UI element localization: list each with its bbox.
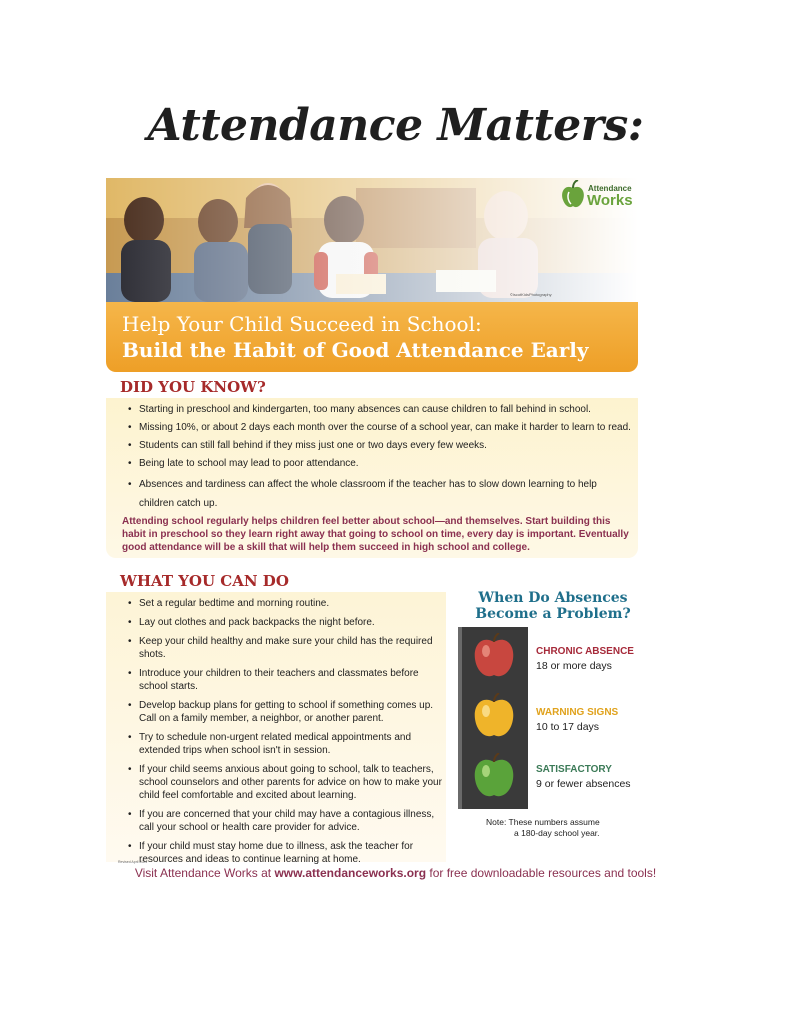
green-apple-icon [472, 753, 516, 799]
children-reading-photo [106, 178, 638, 302]
list-item: • Lay out clothes and pack backpacks the night before. [128, 616, 444, 629]
level-desc: 9 or fewer absences [536, 778, 631, 790]
traffic-light [458, 627, 528, 809]
list-item: • Absences and tardiness can affect the whole classroom if the teacher has to slow down learning to help children catch up. [128, 475, 632, 513]
list-item: • Set a regular bedtime and morning routine. [128, 597, 444, 610]
level-desc: 10 to 17 days [536, 721, 600, 733]
absences-title-line2: Become a Problem? [475, 606, 631, 622]
list-item: • Missing 10%, or about 2 days each month over the course of a school year, can make it harder to learn to read. [128, 421, 632, 434]
red-apple-icon [472, 633, 516, 679]
note-line2: a 180-day school year. [514, 828, 600, 838]
did-you-know-closing: Attending school regularly helps children feel better about school—and themselves. Start building this habit in preschool so they learn right away that going to school on time, every day is important. Eventually good attendance will be a skill that will help them succeed in high school and college. [122, 516, 629, 553]
absences-title [458, 590, 648, 622]
revised-date: Revised April 2024 [118, 860, 148, 864]
banner [106, 302, 638, 372]
what-you-can-do-list [128, 597, 444, 872]
list-item: • Keep your child healthy and make sure your child has the required shots. [128, 635, 444, 661]
level-name: WARNING SIGNS [536, 707, 619, 718]
photo-credit: ©iscotKidsPhotography [510, 292, 552, 297]
level-satisfactory [536, 764, 646, 790]
level-chronic-absence [536, 646, 646, 672]
banner-title: Build the Habit of Good Attendance Early [122, 338, 589, 362]
apple-logo-icon [560, 180, 586, 210]
note-line1: Note: These numbers assume [486, 817, 600, 827]
footer-url-link[interactable]: www.attendanceworks.org [274, 866, 427, 880]
list-item: • Develop backup plans for getting to school if something comes up. Call on a family member, a neighbor, or another parent. [128, 699, 444, 725]
list-item: • If your child seems anxious about going to school, talk to teachers, school counselors and other parents for advice on how to make your child feel comfortable and excited about learning. [128, 763, 444, 802]
footer-suffix: for free downloadable resources and tools! [426, 866, 657, 880]
level-warning-signs [536, 707, 646, 733]
list-item: • Introduce your children to their teachers and classmates before school starts. [128, 667, 444, 693]
logo-text-works: Works [587, 192, 633, 209]
list-item: • Being late to school may lead to poor attendance. [128, 457, 632, 470]
absences-title-line1: When Do Absences [478, 590, 628, 606]
photo-illustration [106, 178, 638, 302]
list-item: • Starting in preschool and kindergarten, too many absences can cause children to fall behind in school. [128, 403, 632, 416]
attendance-works-logo [560, 178, 638, 212]
list-item: • Students can still fall behind if they miss just one or two days every few weeks. [128, 439, 632, 452]
banner-subtitle: Help Your Child Succeed in School: [122, 312, 482, 336]
did-you-know-heading: DID YOU KNOW? [120, 378, 266, 396]
level-desc: 18 or more days [536, 660, 612, 672]
what-you-can-do-heading: WHAT YOU CAN DO [120, 572, 289, 590]
footer [0, 866, 791, 880]
list-item: • If you are concerned that your child may have a contagious illness, call your school or health care provider for advice. [128, 808, 444, 834]
level-name: CHRONIC ABSENCE [536, 646, 634, 657]
level-name: SATISFACTORY [536, 764, 612, 775]
list-item: • If your child must stay home due to illness, ask the teacher for resources and ideas to continue learning at home. [128, 840, 444, 866]
page-title: Attendance Matters: [147, 100, 644, 151]
logo-text-attendance: Attendance [588, 184, 632, 193]
yellow-apple-icon [472, 693, 516, 739]
footer-prefix: Visit Attendance Works at [134, 866, 275, 880]
list-item: • Try to schedule non-urgent related medical appointments and extended trips when school isn't in session. [128, 731, 444, 757]
absences-note [486, 817, 636, 839]
did-you-know-list [128, 403, 632, 518]
